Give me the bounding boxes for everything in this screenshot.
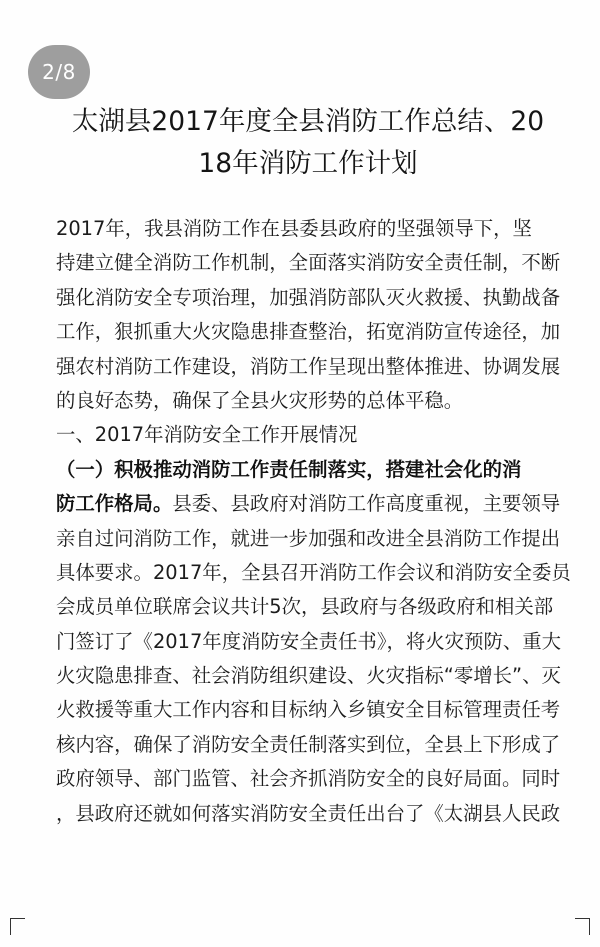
title-line-2: 18年消防工作计划	[198, 148, 418, 179]
paragraph-line: 火灾隐患排查、社会消防组织建设、火灾指标“零增长”、灭	[56, 664, 561, 688]
paragraph-line: 持建立健全消防工作机制，全面落实消防安全责任制，不断	[56, 251, 561, 275]
crop-mark-bottom-left	[10, 918, 25, 935]
paragraph-text: 县委、县政府对消防工作高度重视，主要领导	[172, 492, 561, 516]
paragraph-line: 政府领导、部门监管、社会齐抓消防安全的良好局面。同时	[56, 767, 561, 791]
paragraph-line: 工作，狠抓重大火灾隐患排查整治，拓宽消防宣传途径，加	[56, 320, 561, 344]
paragraph-line: 亲自过问消防工作，就进一步加强和改进全县消防工作提出	[56, 526, 561, 550]
title-line-1: 太湖县2017年度全县消防工作总结、20	[71, 106, 545, 137]
paragraph-line: 会成员单位联席会议共计5次，县政府与各级政府和相关部	[56, 595, 554, 619]
paragraph-line: 核内容，确保了消防安全责任制落实到位，全县上下形成了	[56, 732, 561, 756]
paragraph-line: 的良好态势，确保了全县火灾形势的总体平稳。	[56, 388, 464, 412]
crop-mark-bottom-right	[575, 918, 590, 935]
subsection-heading-tail: 防工作格局。	[56, 492, 173, 516]
paragraph-line: 强农村消防工作建设，消防工作呈现出整体推进、协调发展	[56, 354, 561, 378]
paragraph-line: 强化消防安全专项治理，加强消防部队灭火救援、执勤战备	[56, 285, 561, 309]
section-heading: 一、2017年消防安全工作开展情况	[56, 423, 358, 447]
paragraph-line: 火救援等重大工作内容和目标纳入乡镇安全目标管理责任考	[56, 698, 561, 722]
document-title	[58, 101, 558, 185]
paragraph-line: ，县政府还就如何落实消防安全责任出台了《太湖县人民政	[56, 801, 561, 825]
paragraph-line: 2017年，我县消防工作在县委县政府的坚强领导下，坚	[56, 217, 532, 240]
page-indicator-badge: 2/8	[28, 45, 90, 99]
paragraph-line: 门签订了《2017年度消防安全责任书》，将火灾预防、重大	[56, 629, 562, 653]
paragraph-line: 具体要求。2017年，全县召开消防工作会议和消防安全委员	[56, 560, 571, 584]
subsection-heading-line: （一）积极推动消防工作责任制落实，搭建社会化的消	[56, 457, 522, 481]
document-body	[56, 212, 576, 831]
paragraph-line	[56, 487, 576, 521]
